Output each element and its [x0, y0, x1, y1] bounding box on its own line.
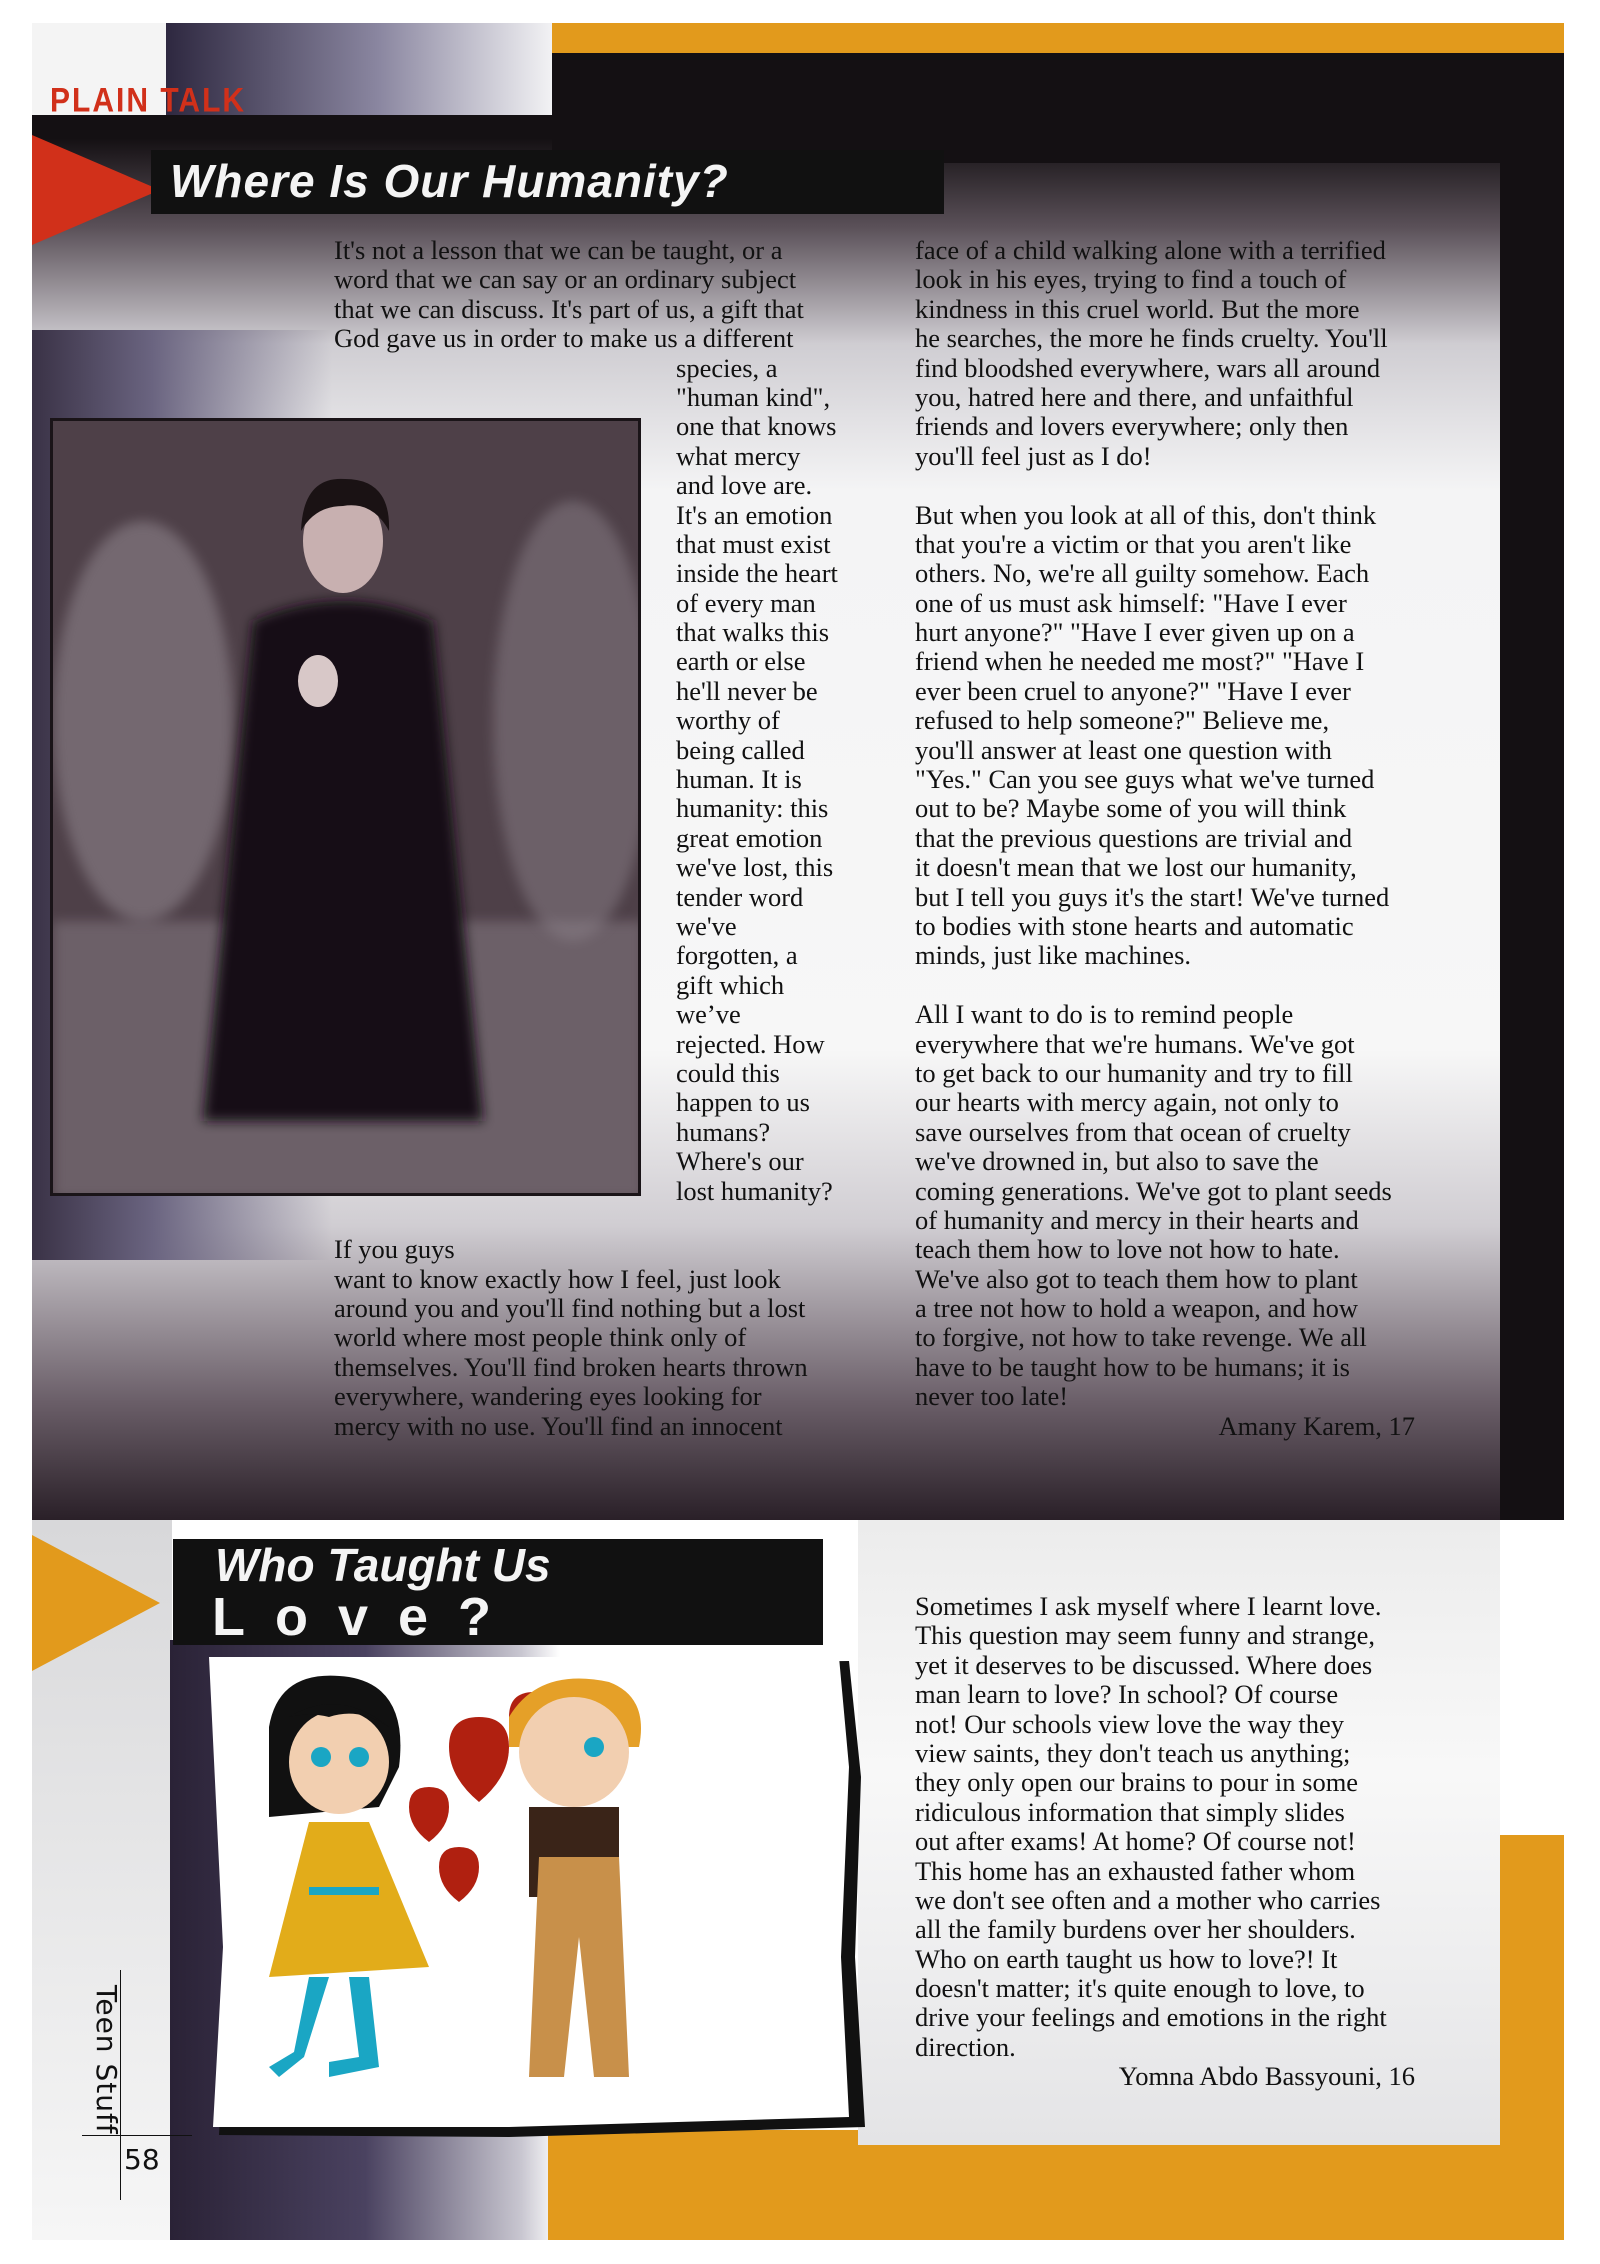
- text-line: out to be? Maybe some of you will think: [915, 793, 1347, 824]
- article2-title-line1: Who Taught Us: [215, 1539, 551, 1591]
- text-line: you'll answer at least one question with: [915, 734, 1332, 765]
- text-line: kindness in this cruel world. But the more: [915, 293, 1360, 324]
- text-line: rejected. How: [676, 1028, 825, 1059]
- orange-arrow-icon: [32, 1535, 160, 1671]
- text-line: humans?: [676, 1116, 771, 1147]
- text-line: teach them how to love not how to hate.: [915, 1234, 1340, 1265]
- orange-top-bar: [552, 23, 1564, 53]
- text-line: have to be taught how to be humans; it is: [915, 1351, 1350, 1382]
- text-line: view saints, they don't teach us anything;: [915, 1737, 1351, 1768]
- article2-body: [915, 1592, 1415, 2092]
- orange-bottom-bar: [548, 2130, 1564, 2240]
- text-line: could this: [676, 1057, 780, 1088]
- text-line: that the previous questions are trivial and: [915, 822, 1353, 853]
- text-line: Where's our: [676, 1146, 804, 1177]
- text-line: everywhere, wandering eyes looking for: [334, 1381, 762, 1412]
- text-line: world where most people think only of: [334, 1322, 747, 1353]
- text-line: everywhere that we're humans. We've got: [915, 1028, 1355, 1059]
- article2-title-line2: Love?: [212, 1587, 522, 1647]
- text-line: doesn't matter; it's quite enough to love, to: [915, 1973, 1365, 2004]
- text-line: If you guys: [334, 1234, 455, 1265]
- article1-title: Where Is Our Humanity?: [170, 155, 729, 207]
- text-line: word that we can say or an ordinary subject: [334, 264, 797, 295]
- text-line: we've: [676, 910, 737, 941]
- text-line: around you and you'll find nothing but a lost: [334, 1293, 806, 1324]
- text-line: happen to us: [676, 1087, 810, 1118]
- text-line: [915, 971, 1415, 1000]
- text-line: you, hatred here and there, and unfaithful: [915, 381, 1354, 412]
- text-line: you'll feel just as I do!: [915, 440, 1152, 471]
- text-line: lost humanity?: [676, 1175, 833, 1206]
- text-line: he searches, the more he finds cruelty. You'll: [915, 323, 1388, 354]
- text-line: earth or else: [676, 646, 806, 677]
- text-line: [915, 471, 1415, 500]
- article2-author: Yomna Abdo Bassyouni, 16: [1118, 2061, 1415, 2092]
- text-line: This home has an exhausted father whom: [915, 1855, 1356, 1886]
- text-line: what mercy: [676, 440, 801, 471]
- text-line: mercy with no use. You'll find an innocent: [334, 1410, 783, 1441]
- text-line: Who on earth taught us how to love?! It: [915, 1943, 1338, 1974]
- text-line: and love are.: [676, 470, 813, 501]
- article1-column-1: [334, 236, 850, 1441]
- text-line: that you're a victim or that you aren't like: [915, 528, 1352, 559]
- red-arrow-icon: [32, 135, 160, 245]
- text-line: being called: [676, 734, 805, 765]
- text-line: look in his eyes, trying to find a touch of: [915, 264, 1347, 295]
- text-line: to bodies with stone hearts and automatic: [915, 910, 1354, 941]
- text-line: save ourselves from that ocean of cruelty: [915, 1116, 1351, 1147]
- text-line: out after exams! At home? Of course not!: [915, 1826, 1356, 1857]
- divider-line: [82, 2135, 192, 2136]
- text-line: "Yes." Can you see guys what we've turned: [915, 764, 1375, 795]
- text-line: friends and lovers everywhere; only then: [915, 411, 1349, 442]
- text-line: ever been cruel to anyone?" "Have I ever: [915, 675, 1351, 706]
- text-line: minds, just like machines.: [915, 940, 1192, 971]
- text-line: hurt anyone?" "Have I ever given up on a: [915, 617, 1355, 648]
- text-line: it doesn't mean that we lost our humanity,: [915, 852, 1357, 883]
- text-line: "human kind",: [676, 381, 831, 412]
- text-line: all the family burdens over her shoulders.: [915, 1914, 1356, 1945]
- cartoon-couple-image: [209, 1657, 869, 2145]
- text-line: human. It is: [676, 764, 802, 795]
- text-line: we've lost, this: [676, 852, 834, 883]
- text-line: face of a child walking alone with a terrified: [915, 235, 1386, 265]
- text-line: to get back to our humanity and try to fill: [915, 1057, 1353, 1088]
- text-line: This question may seem funny and strange,: [915, 1620, 1375, 1651]
- text-line: species, a: [676, 352, 778, 383]
- text-line: friend when he needed me most?" "Have I: [915, 646, 1365, 677]
- text-line: they only open our brains to pour in some: [915, 1767, 1359, 1798]
- text-line: man learn to love? In school? Of course: [915, 1679, 1339, 1710]
- text-line: But when you look at all of this, don't think: [915, 499, 1377, 530]
- text-line: but I tell you guys it's the start! We've turned: [915, 881, 1390, 912]
- text-line: we've drowned in, but also to save the: [915, 1146, 1319, 1177]
- text-line: ridiculous information that simply slides: [915, 1796, 1345, 1827]
- text-line: never too late!: [915, 1381, 1069, 1412]
- text-line: that we can discuss. It's part of us, a gift that: [334, 293, 804, 324]
- text-line: gift which: [676, 969, 785, 1000]
- text-line: not! Our schools view love the way they: [915, 1708, 1345, 1739]
- text-line: we don't see often and a mother who carries: [915, 1884, 1381, 1915]
- text-line: drive your feelings and emotions in the right: [915, 2002, 1387, 2033]
- text-line: yet it deserves to be discussed. Where does: [915, 1649, 1373, 1680]
- cartoon-illustration: [209, 1657, 869, 2145]
- text-line: tender word: [676, 881, 804, 912]
- text-line: that must exist: [676, 528, 831, 559]
- text-line: themselves. You'll find broken hearts thrown: [334, 1351, 808, 1382]
- text-line: others. No, we're all guilty somehow. Each: [915, 558, 1370, 589]
- text-line: find bloodshed everywhere, wars all around: [915, 352, 1381, 383]
- orange-right-strip: [1500, 1835, 1564, 2135]
- text-line: one that knows: [676, 411, 837, 442]
- right-black-strip: [1500, 160, 1564, 1520]
- top-black-band: [552, 53, 1564, 163]
- text-line: Sometimes I ask myself where I learnt love.: [915, 1591, 1382, 1621]
- section-label: PLAIN TALK: [50, 81, 247, 120]
- text-line: one of us must ask himself: "Have I ever: [915, 587, 1347, 618]
- text-line: forgotten, a: [676, 940, 798, 971]
- text-line: inside the heart: [676, 558, 838, 589]
- article1-column-2: [915, 236, 1415, 1441]
- text-line: humanity: this: [676, 793, 829, 824]
- text-line: We've also got to teach them how to plant: [915, 1263, 1358, 1294]
- text-line: we’ve: [676, 999, 741, 1030]
- text-line: of humanity and mercy in their hearts and: [915, 1204, 1359, 1235]
- text-line: refused to help someone?" Believe me,: [915, 705, 1330, 736]
- article1-author: Amany Karem, 17: [1218, 1410, 1415, 1441]
- text-line: coming generations. We've got to plant seeds: [915, 1175, 1392, 1206]
- text-line: he'll never be: [676, 675, 818, 706]
- text-line: It's an emotion: [676, 499, 833, 530]
- text-line: that walks this: [676, 617, 830, 648]
- text-line: God gave us in order to make us a different: [334, 323, 794, 354]
- page-number: 58: [124, 2143, 160, 2176]
- text-line: our hearts with mercy again, not only to: [915, 1087, 1339, 1118]
- text-line: a tree not how to hold a weapon, and how: [915, 1293, 1359, 1324]
- text-line: to forgive, not how to take revenge. We all: [915, 1322, 1367, 1353]
- text-line: It's not a lesson that we can be taught, or a: [334, 235, 783, 265]
- text-line: great emotion: [676, 822, 823, 853]
- text-line: of every man: [676, 587, 816, 618]
- text-line: worthy of: [676, 705, 780, 736]
- magazine-name: Teen Stuff: [90, 1985, 123, 2135]
- text-line: want to know exactly how I feel, just look: [334, 1263, 781, 1294]
- text-line: [334, 1206, 850, 1235]
- text-line: All I want to do is to remind people: [915, 999, 1294, 1030]
- text-line: direction.: [915, 2031, 1016, 2062]
